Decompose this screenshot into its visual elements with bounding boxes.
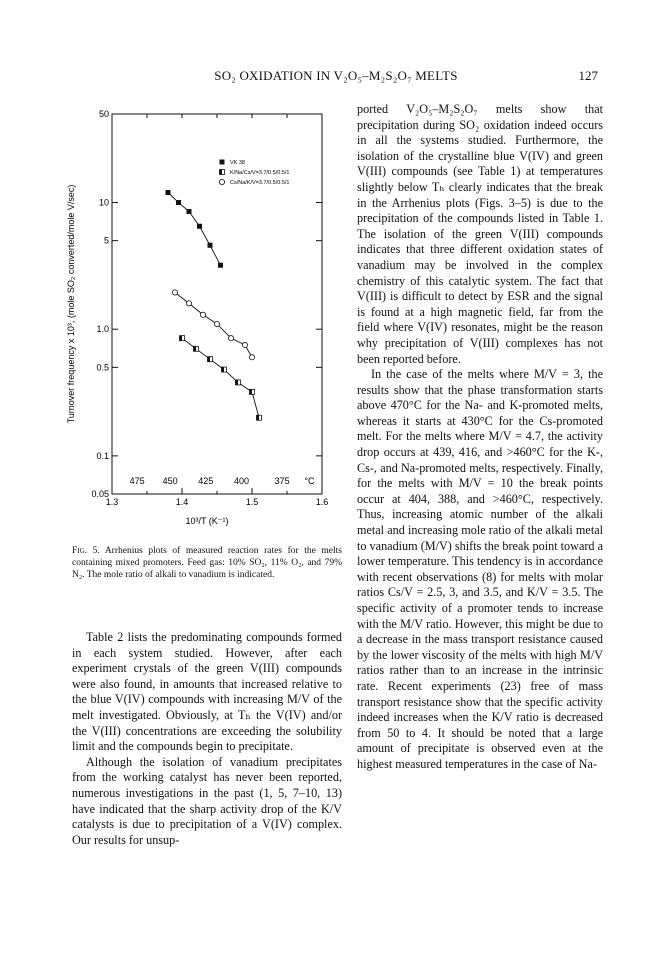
data-point (228, 336, 233, 341)
data-point-fill (208, 357, 211, 362)
data-point-fill (194, 346, 197, 351)
legend-label: VK 38 (230, 160, 245, 166)
data-point (172, 290, 177, 295)
x-tick-label: 1.6 (315, 497, 329, 507)
legend-marker (219, 179, 224, 184)
legend-marker-fill (220, 170, 223, 175)
temperature-label: 400 (233, 476, 250, 486)
y-tick-label: 5 (103, 235, 109, 246)
right-column (357, 102, 603, 773)
x-tick-label: 1.5 (245, 497, 259, 507)
left-column (72, 630, 342, 848)
legend-marker (220, 160, 225, 165)
x-tick-label: 1.4 (175, 497, 189, 507)
x-tick-label: 1.3 (105, 497, 119, 507)
running-header (0, 68, 672, 88)
y-tick-label: 0.1 (96, 450, 109, 461)
paragraph: In the case of the melts where M/V = 3, the results show that the phase transformation starts above 470°C for the Na- and K-promoted melts, whereas it starts at 430°C for the Cs-promoted melt. For the melts where M/V = 4.7, the activity drop occurs at 439, 416, and >460°C for the K-, Cs-, and Na-promoted melts, respectively. Finally, for the melts with M/V = 10 the break points occur at 404, 388, and >460°C, respectively. Thus, increasing atomic number of the alkali metal and increasing mole ratio of the alkali metal to vanadium (M/V) shifts the break point toward a lower temperature. This tendency is in accordance with recent observations (8) for melts with molar ratios Cs/V = 2.5, 3, and 3.5, and K/V = 3.5. The specific activity of a promoter tends to increase with the M/V ratio. However, this might be due to a decrease in the mass transport resistance caused by the lower viscosity of the melts with high M/V ratios rather than to an increase in the intrinsic rate. Recent experiments (23) free of mass transport resistance show that the specific activity indeed increases when the K/V ratio is decreased from 50 to 4. It should be noted that a large amount of precipitate is observed even at the highest measured temperatures in the case of Na- (357, 367, 603, 771)
data-point-fill (180, 336, 183, 341)
data-point (249, 355, 254, 360)
temperature-label: 425 (198, 476, 214, 486)
y-tick-label: 0.5 (96, 362, 109, 373)
data-point (200, 312, 205, 317)
data-point (242, 342, 247, 347)
figure-caption (72, 545, 342, 581)
temperature-label: 450 (162, 476, 178, 486)
y-tick-label: 1.0 (96, 324, 109, 335)
caption-text: Arrhenius plots of measured reaction rates for the melts containing mixed promoters. Feed gas: 10% SO₂, 11% O₂, and 79% N₂. The mole ratio of alkali to vanadium is indicated. (72, 546, 342, 580)
data-point-fill (236, 380, 239, 385)
data-point-fill (222, 367, 225, 372)
x-axis-label: 10³/T (K⁻¹) (185, 516, 229, 526)
data-point (214, 321, 219, 326)
data-point (187, 209, 192, 214)
y-tick-label: 0.05 (91, 489, 109, 499)
data-point-fill (250, 389, 253, 394)
y-tick-label: 10 (98, 197, 109, 208)
data-point (197, 224, 202, 229)
page-number: 127 (578, 68, 598, 83)
data-point-fill (257, 415, 260, 420)
data-point (176, 200, 181, 205)
legend-label: Cs/Na/K/V=3.7/0.5/0.5/1 (230, 180, 290, 186)
paragraph: ported V₂O₅–M₂S₂O₇ melts show that precipitation during SO₂ oxidation indeed occurs in all the systems studied. Furthermore, the isolation of the crystalline blue V(IV) and green V(III) compounds (see Table 1) at temperatures slightly below Tₕ clearly indicates that the break in the Arrhenius plots (Figs. 3–5) is due to the precipitation of the compounds listed in Table 1. The isolation of the green V(III) compounds indicates that three different oxidation states of vanadium may be involved in the complex chemistry of this catalytic system. The fact that V(III) is difficult to detect by ESR and the signal is found at a high magnetic field, far from the field where V(IV) resonates, might be the reason why precipitation of V(III) complexes has not been reported before. (357, 102, 603, 366)
data-point (186, 301, 191, 306)
running-title: SO₂ OXIDATION IN V₂O₅–M₂S₂O₇ MELTS (214, 68, 458, 83)
y-axis-label: Turnover frequency x 10³, (mole SO₂ converted/mole V/sec) (66, 184, 76, 424)
plot-frame (112, 114, 322, 494)
data-point (208, 243, 213, 248)
temperature-label: °C (304, 476, 315, 486)
arrhenius-chart (60, 102, 342, 542)
figure-5 (60, 102, 342, 542)
temperature-label: 475 (129, 476, 145, 486)
data-point (218, 263, 223, 268)
caption-label: Fig. 5. (72, 546, 100, 556)
paragraph: Although the isolation of vanadium precipitates from the working catalyst has never been reported, numerous investigations in the past (1, 5, 7–10, 13) have indicated that the sharp activity drop of the K/V catalysts is due to precipitation of a V(IV) complex. Our results for unsup- (72, 754, 342, 847)
legend-label: K/Na/Cs/V=3.7/0.5/0.5/1 (230, 170, 290, 176)
series-line (168, 193, 221, 266)
data-point (166, 190, 171, 195)
paragraph: Table 2 lists the predominating compounds formed in each system studied. However, after each experiment crystals of the green V(III) compounds were also found, in amounts that increased relative to the blue V(IV) compounds with increasing M/V of the melt investigated. Obviously, at Tₕ the V(IV) and/or the V(III) concentrations are exceeding the solubility limit and the compounds begin to precipitate. (72, 630, 342, 754)
temperature-label: 375 (274, 476, 290, 486)
y-tick-label: 50 (98, 109, 109, 119)
